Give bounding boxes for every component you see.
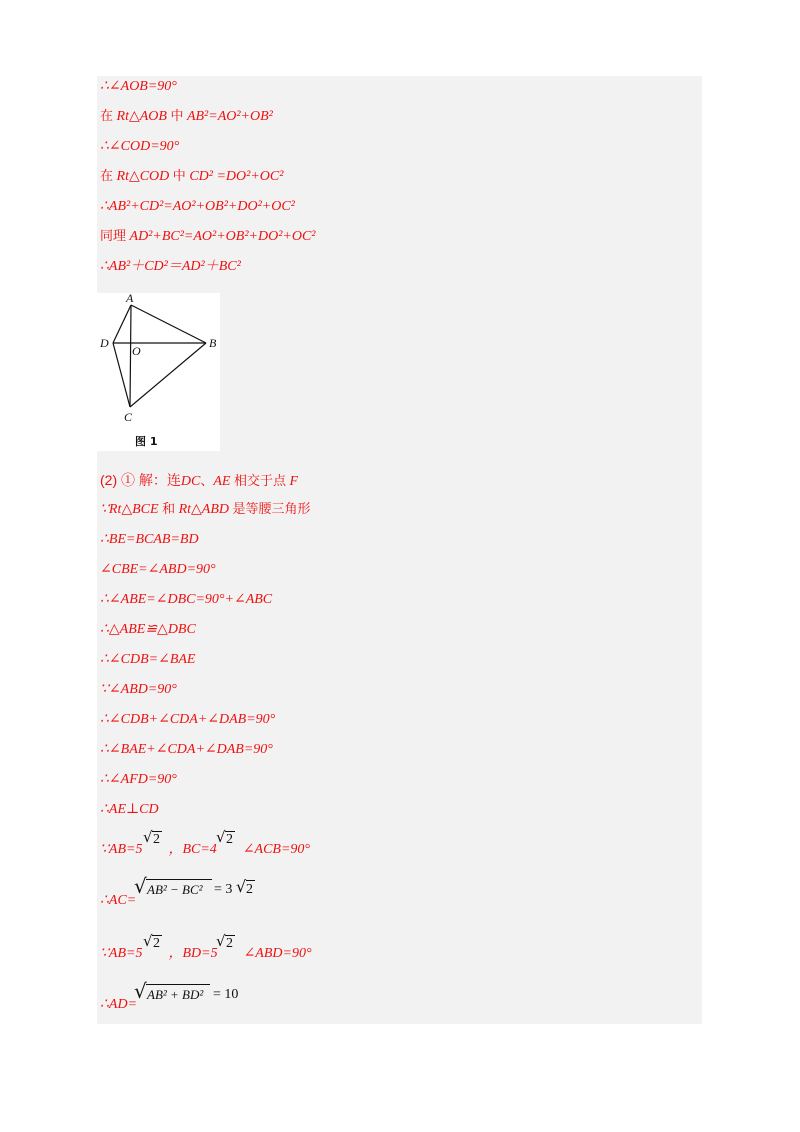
ac-result: = 3 bbox=[214, 882, 233, 897]
line-8: (2) ① 解：连DC、AE 相交于点 F bbox=[100, 472, 299, 489]
sqrt-bar bbox=[246, 880, 255, 881]
line-1: ∴∠AOB=90° bbox=[100, 79, 177, 94]
sqrt-bar bbox=[146, 984, 210, 985]
sqrt-symbol: √ bbox=[216, 828, 226, 846]
line-16: ∴∠CDB+∠CDA+∠DAB=90° bbox=[100, 712, 276, 727]
radicand-bc: 2 bbox=[226, 832, 233, 847]
ac-root: 2 bbox=[246, 882, 253, 897]
segment-da bbox=[113, 305, 131, 343]
line-3: ∴∠COD=90° bbox=[100, 139, 180, 154]
line-23: ∴AD= bbox=[100, 997, 138, 1012]
line-15: ∵∠ABD=90° bbox=[100, 682, 177, 697]
label-o: O bbox=[132, 344, 141, 358]
radicand-ab: 2 bbox=[153, 832, 160, 847]
radicand-ab-2: 2 bbox=[153, 936, 160, 951]
label-b: B bbox=[209, 336, 217, 350]
segment-ab bbox=[131, 305, 206, 343]
line-7: ∴AB²＋CD²＝AD²＋BC² bbox=[100, 259, 241, 274]
line-19: ∴AE⊥CD bbox=[100, 802, 159, 817]
sqrt-symbol: √ bbox=[216, 932, 226, 950]
line-17: ∴∠BAE+∠CDA+∠DAB=90° bbox=[100, 742, 273, 757]
line-13: ∴△ABE≌△DBC bbox=[100, 622, 196, 637]
line-5: ∴AB²+CD²=AO²+OB²+DO²+OC² bbox=[100, 199, 295, 214]
line-2: 在 Rt△AOB 中 AB²=AO²+OB² bbox=[100, 109, 273, 124]
segment-bc bbox=[130, 343, 206, 407]
figure-1 bbox=[97, 293, 220, 451]
diagonal-ac bbox=[130, 305, 131, 407]
line-20: ∵AB=5 ，BC=4 ∠ACB=90° bbox=[100, 842, 311, 857]
sqrt-symbol: √ bbox=[134, 979, 147, 1003]
ac-radicand: AB² − BC² bbox=[147, 882, 203, 897]
line-9: ∵Rt△BCE 和 Rt△ABD 是等腰三角形 bbox=[100, 502, 311, 517]
sqrt-bar bbox=[146, 879, 212, 880]
line-10: ∴BE=BCAB=BD bbox=[100, 532, 199, 547]
line-22: ∵AB=5 ，BD=5 ∠ABD=90° bbox=[100, 946, 312, 961]
line-21: ∴AC= bbox=[100, 893, 137, 908]
label-a: A bbox=[126, 293, 134, 305]
line-4: 在 Rt△COD 中 CD² =DO²+OC² bbox=[100, 169, 284, 184]
line-11: ∠CBE=∠ABD=90° bbox=[100, 562, 216, 577]
line-12: ∴∠ABE=∠DBC=90°+∠ABC bbox=[100, 592, 273, 607]
label-d: D bbox=[100, 336, 109, 350]
segment-cd bbox=[113, 343, 130, 407]
sqrt-symbol: √ bbox=[143, 828, 153, 846]
quadrilateral-diagram bbox=[97, 293, 220, 451]
line-6: 同理 AD²+BC²=AO²+OB²+DO²+OC² bbox=[100, 229, 316, 244]
ad-result: = 10 bbox=[213, 987, 239, 1002]
line-14: ∴∠CDB=∠BAE bbox=[100, 652, 196, 667]
line-18: ∴∠AFD=90° bbox=[100, 772, 177, 787]
label-c: C bbox=[124, 410, 133, 424]
sqrt-symbol: √ bbox=[143, 932, 153, 950]
sqrt-symbol: √ bbox=[134, 874, 147, 898]
figure-caption: 图 1 bbox=[135, 435, 158, 448]
radicand-bd: 2 bbox=[226, 936, 233, 951]
sqrt-symbol: √ bbox=[236, 877, 247, 896]
ad-radicand: AB² + BD² bbox=[147, 987, 204, 1002]
